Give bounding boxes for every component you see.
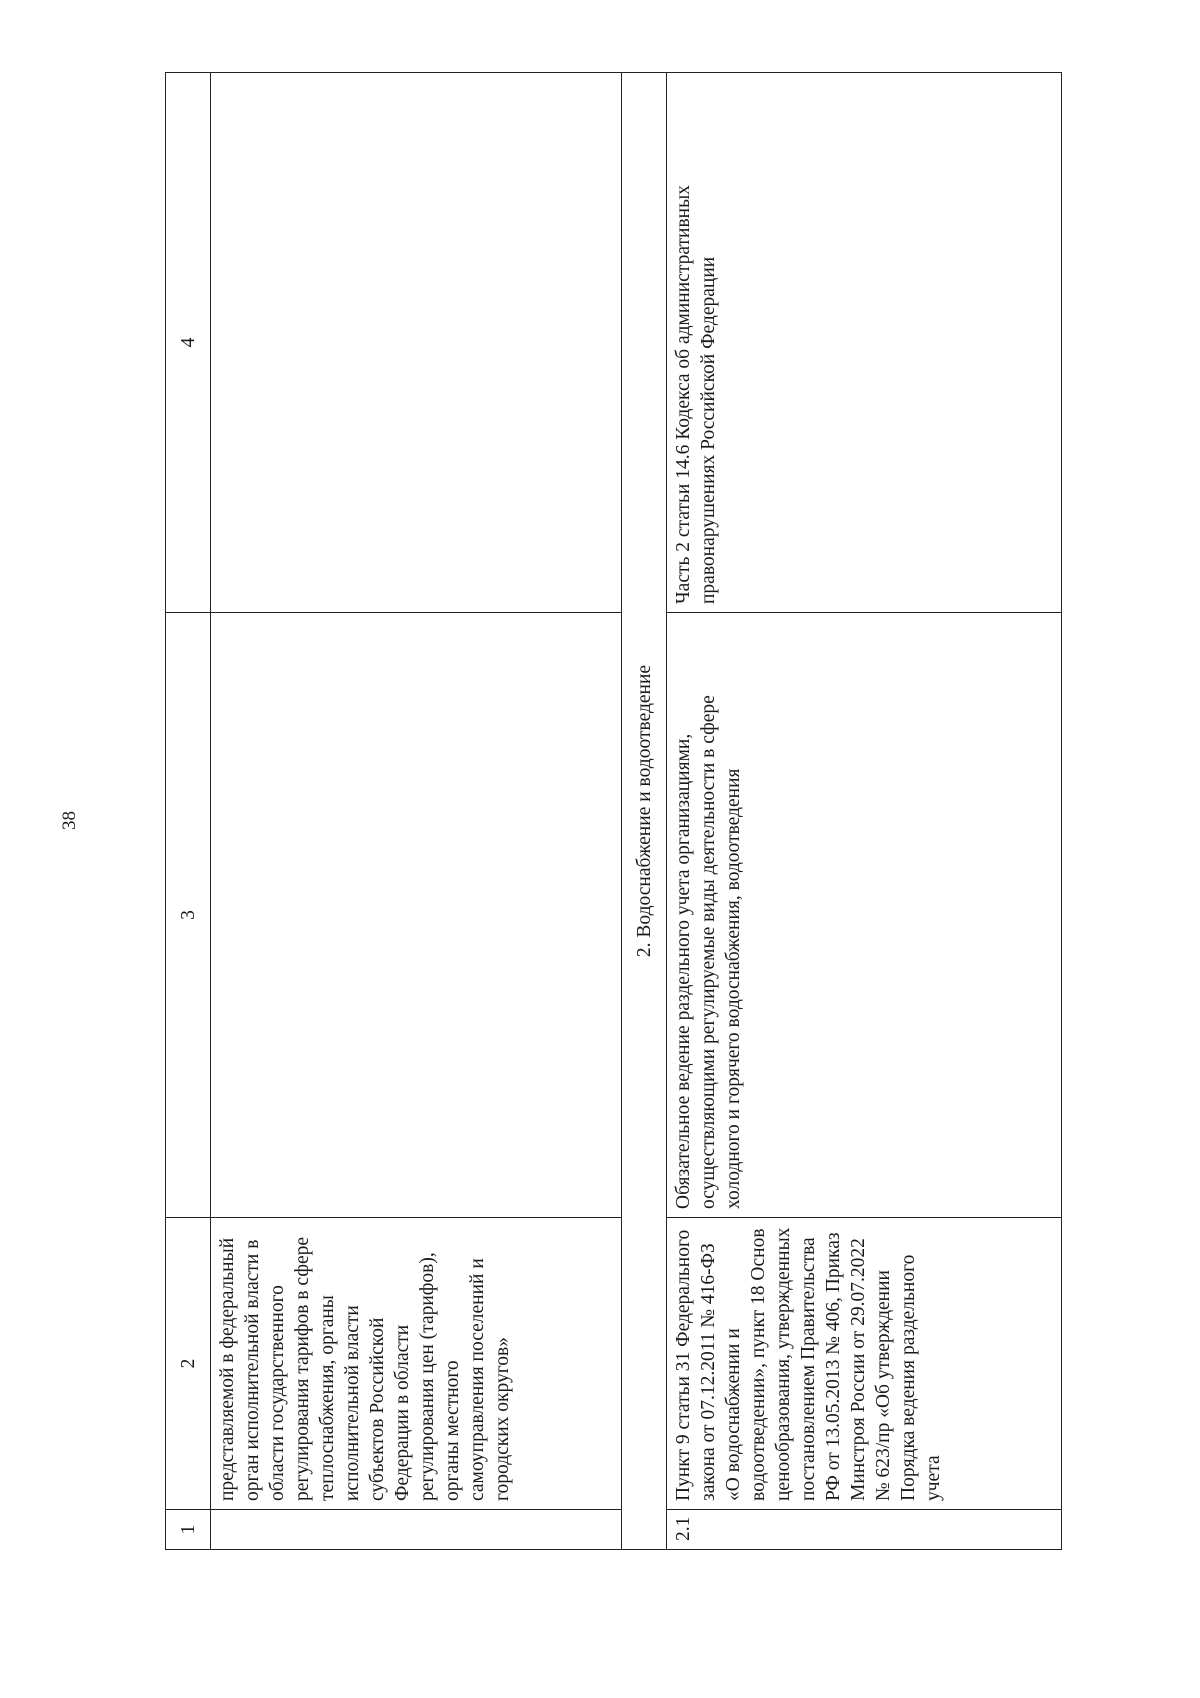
rotated-table-sheet bbox=[165, 73, 1059, 1550]
header-col-2: 2 bbox=[166, 1218, 211, 1510]
cell-requirement: Обязательное ведение раздельного учета организациями, осуществляющими регулируемые виды деятельности в сфере холодного и горячего водоснабжения, водоотведения bbox=[667, 613, 1062, 1218]
section-row bbox=[622, 73, 667, 1550]
page-number: 38 bbox=[59, 811, 80, 830]
table-row bbox=[667, 73, 1062, 1550]
cell-liability bbox=[211, 73, 622, 613]
header-col-1: 1 bbox=[166, 1510, 211, 1550]
header-col-3: 3 bbox=[166, 613, 211, 1218]
cell-legal-basis: представляемой в федеральный орган исполнительной власти в области государственного регулирования тарифов в сфере теплоснабжения, органы исполнительной власти субъектов Российской Федерации в области регулирования цен (тарифов), органы местного самоуправления поселений и городских округов» bbox=[211, 1218, 622, 1510]
header-col-4: 4 bbox=[166, 73, 211, 613]
table-header-row bbox=[166, 73, 211, 1550]
cell-requirement bbox=[211, 613, 622, 1218]
cell-number bbox=[211, 1510, 622, 1550]
cell-legal-basis: Пункт 9 статьи 31 Федерального закона от 07.12.2011 № 416-ФЗ «О водоснабжении и водоотведении», пункт 18 Основ ценообразования, утвержденных постановлением Правительства РФ от 13.05.2013 № 406, Приказ Минстроя России от 29.07.2022 № 623/пр «Об утверждении Порядка ведения раздельного учета bbox=[667, 1218, 1062, 1510]
cell-number: 2.1 bbox=[667, 1510, 1062, 1550]
table-row bbox=[211, 73, 622, 1550]
cell-liability: Часть 2 статьи 14.6 Кодекса об административных правонарушениях Российской Федерации bbox=[667, 73, 1062, 613]
regulation-table bbox=[165, 72, 1062, 1550]
section-title: 2. Водоснабжение и водоотведение bbox=[622, 73, 667, 1550]
